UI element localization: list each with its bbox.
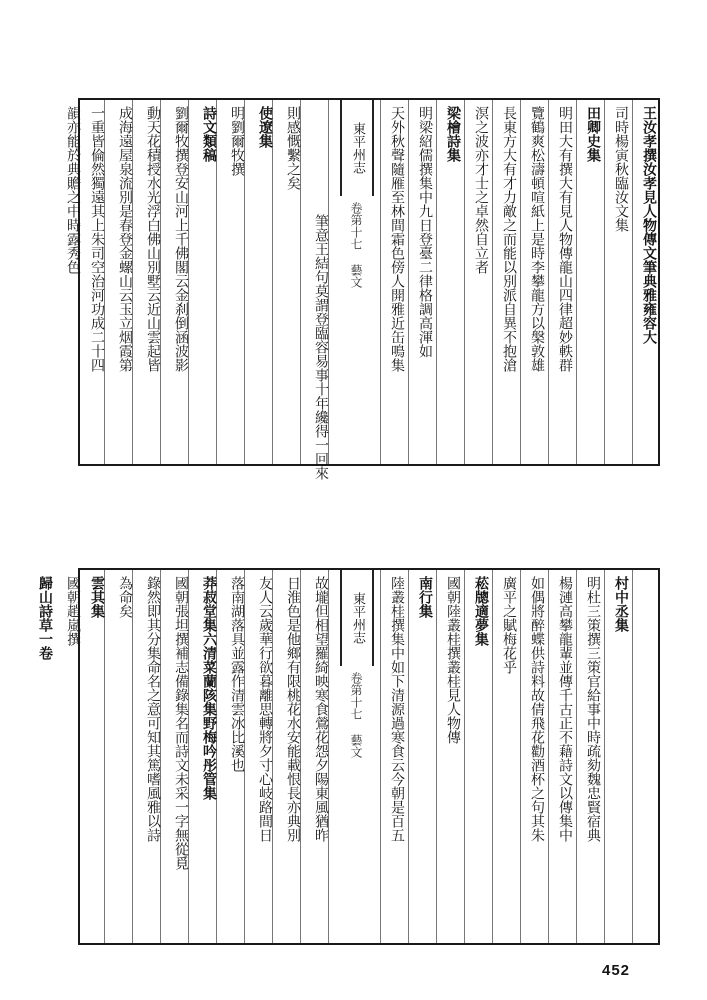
column-rule: [436, 570, 437, 943]
text-column: 王汝孝撰汝孝見人物傳文筆典雅雍容大: [641, 106, 657, 344]
bottom-page-panel: [37, 568, 660, 945]
running-head-volume: 卷第十七 藝文: [349, 202, 363, 288]
text-column: 韻亦能於典贍之中時露秀色: [65, 106, 81, 274]
text-column: 司時楊寅秋臨汝文集: [613, 106, 629, 232]
text-column: 溟之波亦才士之卓然自立者: [473, 106, 489, 274]
text-column: 楊漣高攀龍輩並傳千古正不藉詩文以傳集中: [557, 576, 573, 842]
text-column: 國朝趙嵐撰: [65, 576, 81, 646]
text-column: 歸山詩草一卷: [37, 576, 53, 660]
text-column: 國朝陸叢桂撰叢桂見人物傳: [445, 576, 461, 744]
text-column: 長東方大有才力敵之而能以別派自異不抱滄: [501, 106, 517, 372]
text-column: 南行集: [417, 576, 433, 618]
text-column: 田卿史集: [585, 106, 601, 162]
column-rule: [272, 100, 273, 464]
text-column: 成海遠屋泉流別是春登金螺山云玉立烟霞第: [117, 106, 133, 372]
text-column: 為命矣: [117, 576, 133, 618]
text-column: 明杜三策撰三策官給事中時疏劾魏忠賢宿典: [585, 576, 601, 842]
column-rule: [104, 570, 105, 943]
text-column: 筆意王結句莫謂登臨容易事十年纔得一回來: [313, 214, 329, 480]
column-rule: [380, 100, 381, 464]
text-column: 國朝張坦撰補志備錄集名而詩文未采一字無從覓: [173, 576, 189, 870]
text-column: 陸叢桂撰集中如下清源過寒食云今朝是百五: [389, 576, 405, 842]
text-column: 覽鶴爽松濤頓喧紙上是時李攀龍方以槃敦雄: [529, 106, 545, 372]
text-column: 落南湖落具並露作清雲冰比溪也: [229, 576, 245, 772]
text-column: 動天花積授水光浮白佛山別墅云近山雲起皆: [145, 106, 161, 372]
top-page-panel: [65, 98, 660, 480]
text-column: 廣平之賦梅花乎: [501, 576, 517, 674]
text-column: 明田大有撰大有見人物傳龍山四律超妙軼群: [557, 106, 573, 372]
text-column: 故壠但相望羅綺映寒食鶯花怨夕陽東風猶昨: [313, 576, 329, 842]
text-column: 則感慨繫之矣: [285, 106, 301, 190]
text-column: 一重皆倫然獨遠其上朱司空治河功成二十四: [89, 106, 105, 372]
text-column: 天外秋聲隨雁至林間霜色傍人開雅近缶鳴集: [389, 106, 405, 372]
running-head-title: 東平州志: [350, 122, 365, 174]
text-column: 雲其集: [89, 576, 105, 618]
text-column: 使遼集: [257, 106, 273, 148]
text-column: 明劉爾牧撰: [229, 106, 245, 176]
text-column: 村中丞集: [613, 576, 629, 632]
column-rule: [132, 570, 133, 943]
running-head-volume: 卷第十七 藝文: [349, 672, 363, 758]
text-column: 劉爾牧撰登安山河上千佛閣云金刹倒涵波影: [173, 106, 189, 372]
text-column: 日淮色是他鄉有限桃花水安能載恨長亦典別: [285, 576, 301, 842]
text-column: 詩文類稿: [201, 106, 217, 162]
text-column: 明梁紹儒撰集中九日登臺二律格調高渾如: [417, 106, 433, 358]
column-rule: [380, 570, 381, 943]
running-head-band: [340, 100, 374, 196]
text-column: 如偶將醉蝶供詩料故倩飛花勸酒杯之句其朱: [529, 576, 545, 842]
text-column: 菘牕適夢集: [473, 576, 489, 646]
text-column: 莽菽堂集六清菜蘭陔集野梅吟彤管集: [201, 576, 217, 800]
text-column: 友人云歲華行欲暮離思轉將夕寸心岐路間日: [257, 576, 273, 842]
running-head-band: [340, 570, 374, 666]
page-number: 452: [602, 962, 631, 979]
text-column: 錄然即其分集命名之意可知其篤嗜風雅以詩: [145, 576, 161, 842]
running-head-title: 東平州志: [350, 592, 365, 644]
text-column: 梁檜詩集: [445, 106, 461, 162]
